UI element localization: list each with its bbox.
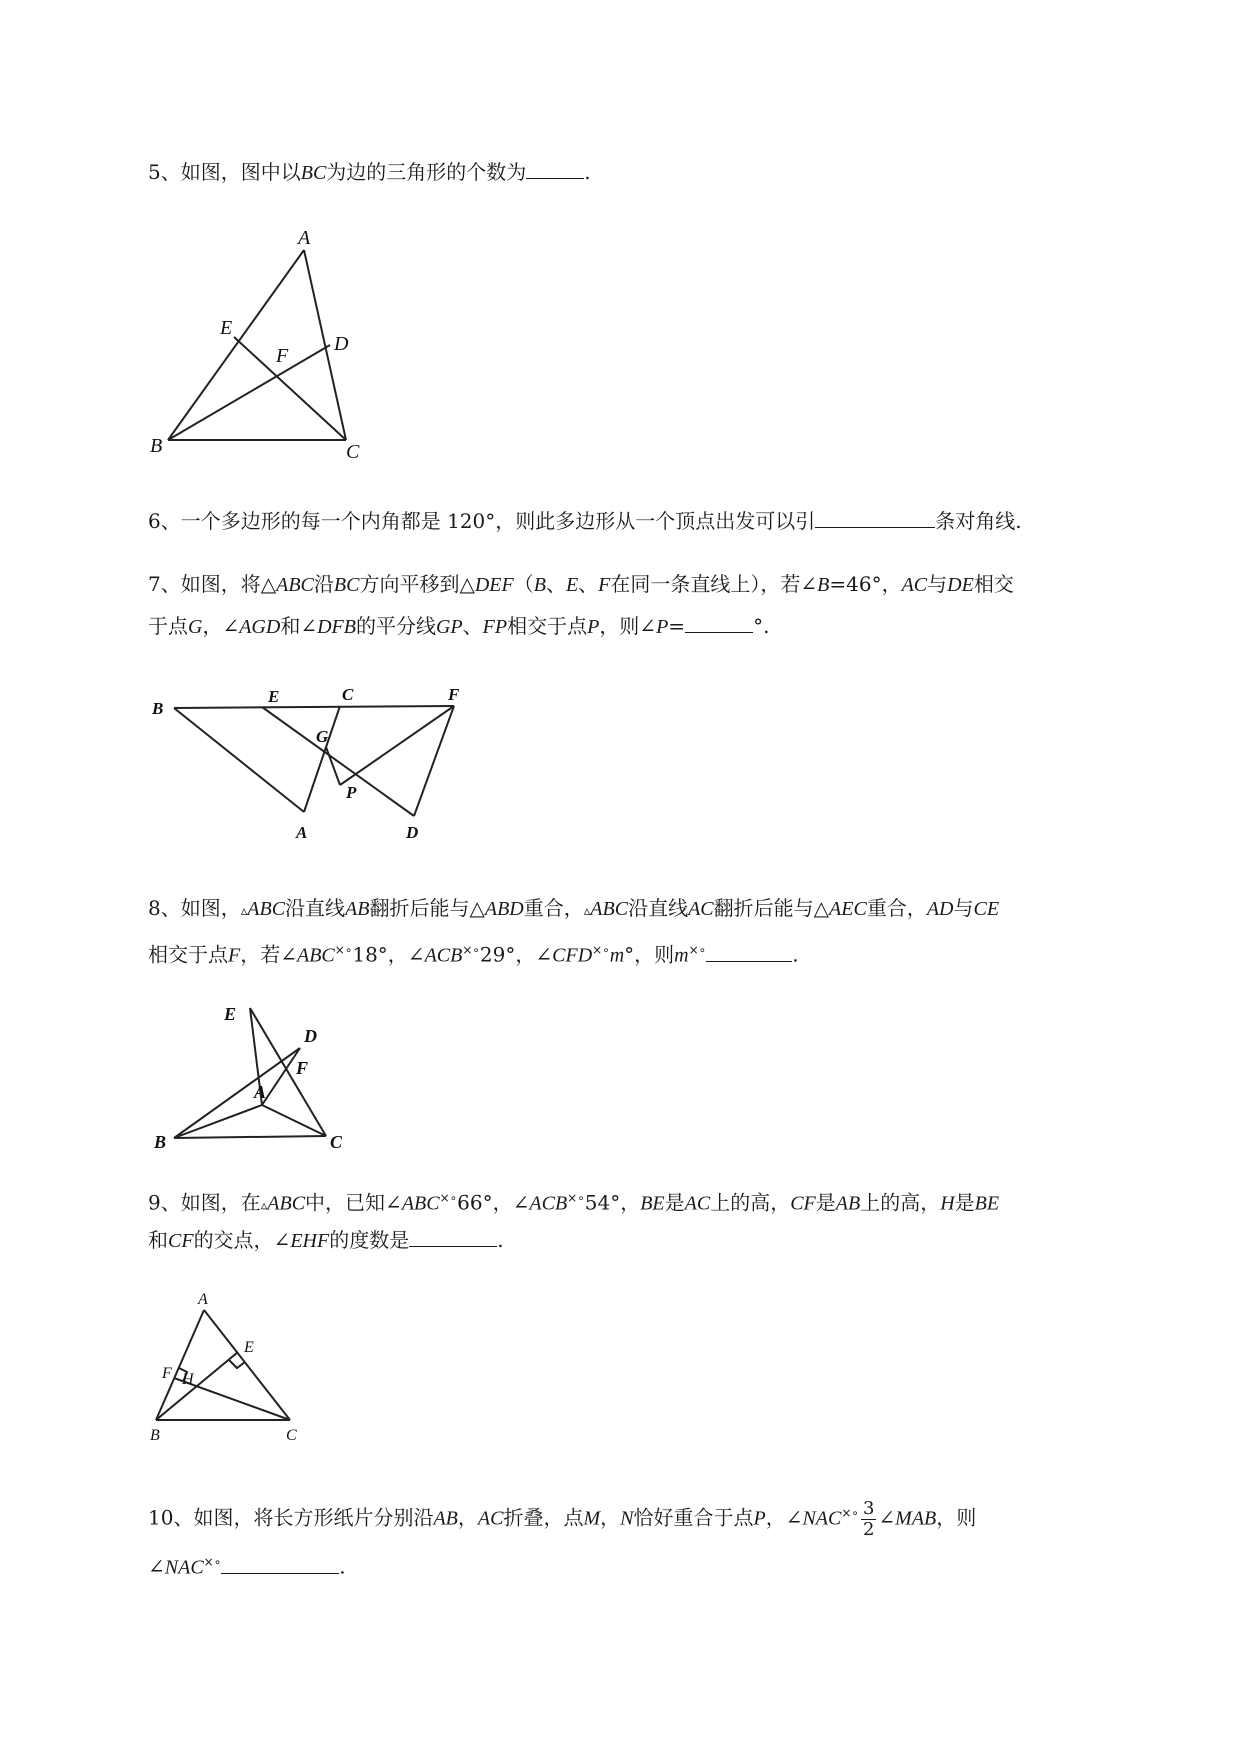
q7-angle-p: P bbox=[656, 616, 669, 638]
question-10-line-1 bbox=[148, 1490, 976, 1542]
q8-angle-cfd: CFD bbox=[552, 944, 593, 967]
fig5-label-a: A bbox=[298, 227, 311, 249]
figure-q5 bbox=[140, 227, 360, 463]
fig9-label-a: A bbox=[198, 1291, 208, 1308]
q8-triangle-abc: ABC bbox=[590, 898, 629, 920]
q10-angle-mab: MAB bbox=[895, 1507, 937, 1530]
q9-segment-be: BE bbox=[640, 1192, 665, 1215]
q10-text-part: ∠ bbox=[878, 1505, 896, 1530]
q8-text-part: 重合， bbox=[523, 896, 584, 920]
fig9-label-b: B bbox=[150, 1427, 160, 1444]
q9-point-h: H bbox=[940, 1192, 955, 1215]
q10-glyph: ×∘ bbox=[841, 1506, 859, 1520]
q8-glyph: ×∘ bbox=[688, 943, 707, 957]
question-10-line-2 bbox=[148, 1548, 346, 1582]
q8-text-part: °，则 bbox=[624, 942, 675, 967]
q8-segment-ab: AB bbox=[345, 898, 370, 920]
q7-text-part: 、 bbox=[545, 572, 566, 596]
fig8-label-f: F bbox=[296, 1058, 309, 1078]
q9-angle-acb: ACB bbox=[529, 1192, 568, 1215]
q10-text-part: ，∠ bbox=[765, 1505, 803, 1530]
q9-answer-blank[interactable] bbox=[409, 1228, 497, 1247]
q7-point-b: B bbox=[533, 574, 546, 596]
q8-triangle-abd: ABD bbox=[484, 898, 524, 920]
fig7-label-f: F bbox=[448, 685, 460, 704]
q5-text-part: 如图，图中以 bbox=[180, 160, 301, 184]
q8-text-part: 翻折后能与△ bbox=[713, 896, 830, 920]
fig7-label-p: P bbox=[346, 783, 357, 802]
q10-point-n: N bbox=[620, 1507, 634, 1530]
q5-text-part: 为边的三角形的个数为 bbox=[326, 160, 527, 184]
q9-segment-cf: CF bbox=[790, 1192, 816, 1215]
q7-text-part: 的平分线 bbox=[355, 614, 436, 638]
q6-text-part: 6、一个多边形的每一个内角都是 120°，则此多边形从一个顶点出发可以引 bbox=[148, 509, 816, 533]
triangle-symbol: ▵ bbox=[583, 904, 591, 919]
q9-text-part: 上的高， bbox=[860, 1190, 941, 1215]
fig9-label-c: C bbox=[286, 1427, 297, 1444]
q7-text-part: °. bbox=[753, 614, 770, 638]
fig7-line-bf bbox=[174, 706, 454, 708]
q9-text-part: 上的高， bbox=[710, 1190, 791, 1215]
fig8-label-c: C bbox=[330, 1132, 343, 1152]
q8-period: . bbox=[792, 942, 799, 967]
q10-angle-nac: NAC bbox=[802, 1507, 842, 1530]
q8-point-f: F bbox=[228, 944, 241, 967]
q9-period: . bbox=[497, 1228, 504, 1252]
q5-answer-blank[interactable] bbox=[526, 160, 584, 179]
fraction-denominator: 2 bbox=[862, 1518, 875, 1540]
q7-segment-fp: FP bbox=[482, 616, 508, 638]
figure-q9 bbox=[148, 1290, 318, 1450]
q7-text-part: 于点 bbox=[148, 614, 188, 638]
q9-text-part: 54°， bbox=[584, 1190, 641, 1215]
fig7-side-ed bbox=[262, 707, 414, 816]
q9-angle-ehf: EHF bbox=[290, 1230, 330, 1252]
q7-text-part: 相交 bbox=[973, 572, 1014, 596]
q9-text-part: 是 bbox=[954, 1190, 975, 1215]
q9-text-part: 中，已知∠ bbox=[305, 1190, 402, 1215]
q9-text-part: 9、如图，在 bbox=[148, 1190, 261, 1215]
q8-text-part: 8、如图， bbox=[148, 896, 241, 920]
q8-angle-acb: ACB bbox=[424, 944, 463, 967]
question-8-line-1 bbox=[148, 894, 999, 926]
q6-text-part: 条对角线. bbox=[935, 509, 1022, 533]
q8-text-part: 翻折后能与△ bbox=[369, 896, 485, 920]
q7-text-part: 方向平移到△ bbox=[359, 572, 475, 596]
q7-triangle-abc: ABC bbox=[276, 574, 314, 596]
q7-angle-dfb: DFB bbox=[317, 616, 356, 638]
q7-text-part: （ bbox=[513, 572, 534, 596]
q10-glyph: ×∘ bbox=[203, 1555, 222, 1569]
fig9-label-f: F bbox=[162, 1365, 172, 1382]
q10-text-part: ，则 bbox=[936, 1505, 977, 1530]
q7-text-part: 在同一条直线上），若∠ bbox=[610, 572, 818, 596]
triangle-symbol: ▵ bbox=[260, 1198, 268, 1214]
fig5-segment-bd bbox=[168, 345, 330, 440]
q7-text-part: 和∠ bbox=[280, 614, 318, 638]
q9-glyph: ×∘ bbox=[567, 1191, 585, 1205]
q8-glyph: ×∘ bbox=[462, 943, 480, 957]
q9-segment-cf: CF bbox=[168, 1230, 194, 1252]
q7-point-e: E bbox=[565, 574, 579, 596]
q10-text-part: ， bbox=[600, 1505, 621, 1530]
question-9-line-2 bbox=[148, 1226, 504, 1255]
q10-text-part: ∠ bbox=[148, 1554, 165, 1579]
q10-text-part: ， bbox=[457, 1505, 478, 1530]
q7-text-part: 与 bbox=[927, 572, 948, 596]
q9-text-part: 的交点，∠ bbox=[193, 1228, 291, 1252]
q8-segment-ac: AC bbox=[688, 898, 714, 920]
triangle-symbol: ▵ bbox=[240, 904, 248, 919]
fig8-side-da bbox=[262, 1048, 300, 1105]
q10-point-p: P bbox=[753, 1507, 766, 1530]
q10-text-part: 恰好重合于点 bbox=[633, 1505, 754, 1530]
q9-glyph: ×∘ bbox=[439, 1191, 458, 1205]
q9-text-part: 66°，∠ bbox=[457, 1190, 530, 1215]
q9-text-part: 是 bbox=[664, 1190, 685, 1215]
figure-q8 bbox=[150, 998, 360, 1158]
fig7-bisector-fp bbox=[340, 706, 454, 785]
q9-text-part: 的度数是 bbox=[329, 1228, 410, 1252]
q9-segment-be: BE bbox=[974, 1192, 1000, 1215]
q7-segment-bc: BC bbox=[333, 574, 360, 596]
q5-period: . bbox=[584, 160, 591, 184]
fig7-bisector-gp bbox=[326, 747, 340, 785]
q8-glyph: ×∘ bbox=[592, 943, 610, 957]
q7-text-part: =46°， bbox=[829, 572, 902, 596]
q8-angle-abc: ABC bbox=[296, 944, 335, 967]
question-6-text bbox=[148, 507, 1022, 535]
q7-text-part: 沿 bbox=[313, 572, 334, 596]
q10-angle-nac: NAC bbox=[164, 1556, 204, 1579]
q8-glyph: ×∘ bbox=[334, 943, 353, 957]
q7-triangle-def: DEF bbox=[474, 574, 514, 596]
q5-number: 5、 bbox=[148, 160, 181, 184]
q7-text-part: 、 bbox=[578, 572, 599, 596]
fig7-label-a: A bbox=[296, 823, 308, 842]
fig8-label-e: E bbox=[224, 1004, 237, 1024]
q5-segment-bc: BC bbox=[300, 162, 327, 184]
q7-angle-agd: AGD bbox=[239, 616, 281, 638]
figure-q7 bbox=[150, 685, 480, 850]
q9-triangle-abc: ABC bbox=[267, 1192, 306, 1215]
q8-text-part: 与 bbox=[953, 896, 974, 920]
fig9-label-h: H bbox=[182, 1371, 194, 1388]
q10-text-part: 10、如图，将长方形纸片分别沿 bbox=[148, 1505, 434, 1530]
q7-point-g: G bbox=[188, 616, 203, 638]
q7-text-part: ，∠ bbox=[202, 614, 240, 638]
question-5-text bbox=[148, 158, 591, 187]
q7-segment-de: DE bbox=[947, 574, 974, 596]
q8-triangle-abc: ABC bbox=[247, 898, 286, 920]
question-7-line-1 bbox=[148, 570, 1014, 599]
q8-answer-blank[interactable] bbox=[706, 943, 792, 962]
fraction-three-halves bbox=[861, 1499, 876, 1540]
question-9-line-1 bbox=[148, 1184, 999, 1221]
fig5-label-e: E bbox=[220, 317, 233, 339]
q10-period: . bbox=[339, 1554, 346, 1579]
q9-segment-ab: AB bbox=[835, 1192, 861, 1215]
q9-text-part: 是 bbox=[815, 1190, 836, 1215]
question-7-line-2 bbox=[148, 612, 769, 641]
q8-text-part: 18°，∠ bbox=[352, 942, 425, 967]
q8-text-part: 重合， bbox=[866, 896, 927, 920]
q7-text-part: 相交于点 bbox=[507, 614, 588, 638]
q8-triangle-aec: AEC bbox=[829, 898, 867, 920]
q9-segment-ac: AC bbox=[684, 1192, 711, 1215]
q7-text-part: 7、如图，将△ bbox=[148, 572, 277, 596]
fig5-label-f: F bbox=[276, 345, 289, 367]
q7-text-part: = bbox=[668, 614, 686, 638]
q7-segment-gp: GP bbox=[435, 616, 463, 638]
q7-point-f: F bbox=[598, 574, 611, 596]
q7-segment-ac: AC bbox=[901, 574, 928, 596]
q9-angle-abc: ABC bbox=[401, 1192, 440, 1215]
fig7-label-e: E bbox=[268, 687, 280, 706]
q8-text-part: 沿直线 bbox=[285, 896, 346, 920]
q7-point-p: P bbox=[587, 616, 600, 638]
q7-text-part: ，则∠ bbox=[599, 614, 657, 638]
q8-segment-ce: CE bbox=[973, 898, 1000, 920]
fig8-label-b: B bbox=[154, 1132, 167, 1152]
fig5-label-c: C bbox=[346, 441, 360, 463]
fig9-label-e: E bbox=[244, 1339, 254, 1356]
q6-answer-blank[interactable] bbox=[815, 509, 935, 528]
q8-variable-m: m bbox=[609, 944, 625, 967]
fig8-label-d: D bbox=[304, 1026, 317, 1046]
q10-answer-blank[interactable] bbox=[221, 1555, 339, 1574]
q7-answer-blank[interactable] bbox=[685, 614, 753, 633]
fig7-label-b: B bbox=[152, 699, 164, 718]
fraction-numerator: 3 bbox=[862, 1497, 875, 1519]
fig9-right-angle-e bbox=[229, 1360, 245, 1368]
question-8-line-2 bbox=[148, 936, 799, 970]
fig5-label-d: D bbox=[334, 333, 349, 355]
q10-segment-ab: AB bbox=[433, 1507, 458, 1530]
fig7-side-fd bbox=[414, 706, 454, 816]
q9-text-part: 和 bbox=[148, 1228, 168, 1252]
q7-angle-b: B bbox=[817, 574, 830, 596]
fig8-side-bc bbox=[174, 1136, 326, 1138]
fig8-side-ba bbox=[174, 1105, 262, 1138]
fig7-label-g: G bbox=[316, 727, 329, 746]
q8-variable-m: m bbox=[674, 944, 689, 967]
q8-segment-ad: AD bbox=[926, 898, 954, 920]
fig8-label-a: A bbox=[254, 1082, 267, 1102]
fig5-label-b: B bbox=[150, 435, 163, 457]
fig7-label-d: D bbox=[406, 823, 419, 842]
q7-text-part: 、 bbox=[462, 614, 483, 638]
q10-point-m: M bbox=[583, 1507, 601, 1530]
q8-text-part: ，若∠ bbox=[240, 942, 297, 967]
q8-text-part: 相交于点 bbox=[148, 942, 228, 967]
fig7-label-c: C bbox=[342, 685, 354, 704]
q10-text-part: 折叠，点 bbox=[503, 1505, 584, 1530]
q8-text-part: 29°，∠ bbox=[479, 942, 553, 967]
fig5-segment-ce bbox=[234, 337, 346, 440]
q8-text-part: 沿直线 bbox=[628, 896, 689, 920]
q10-segment-ac: AC bbox=[477, 1507, 504, 1530]
